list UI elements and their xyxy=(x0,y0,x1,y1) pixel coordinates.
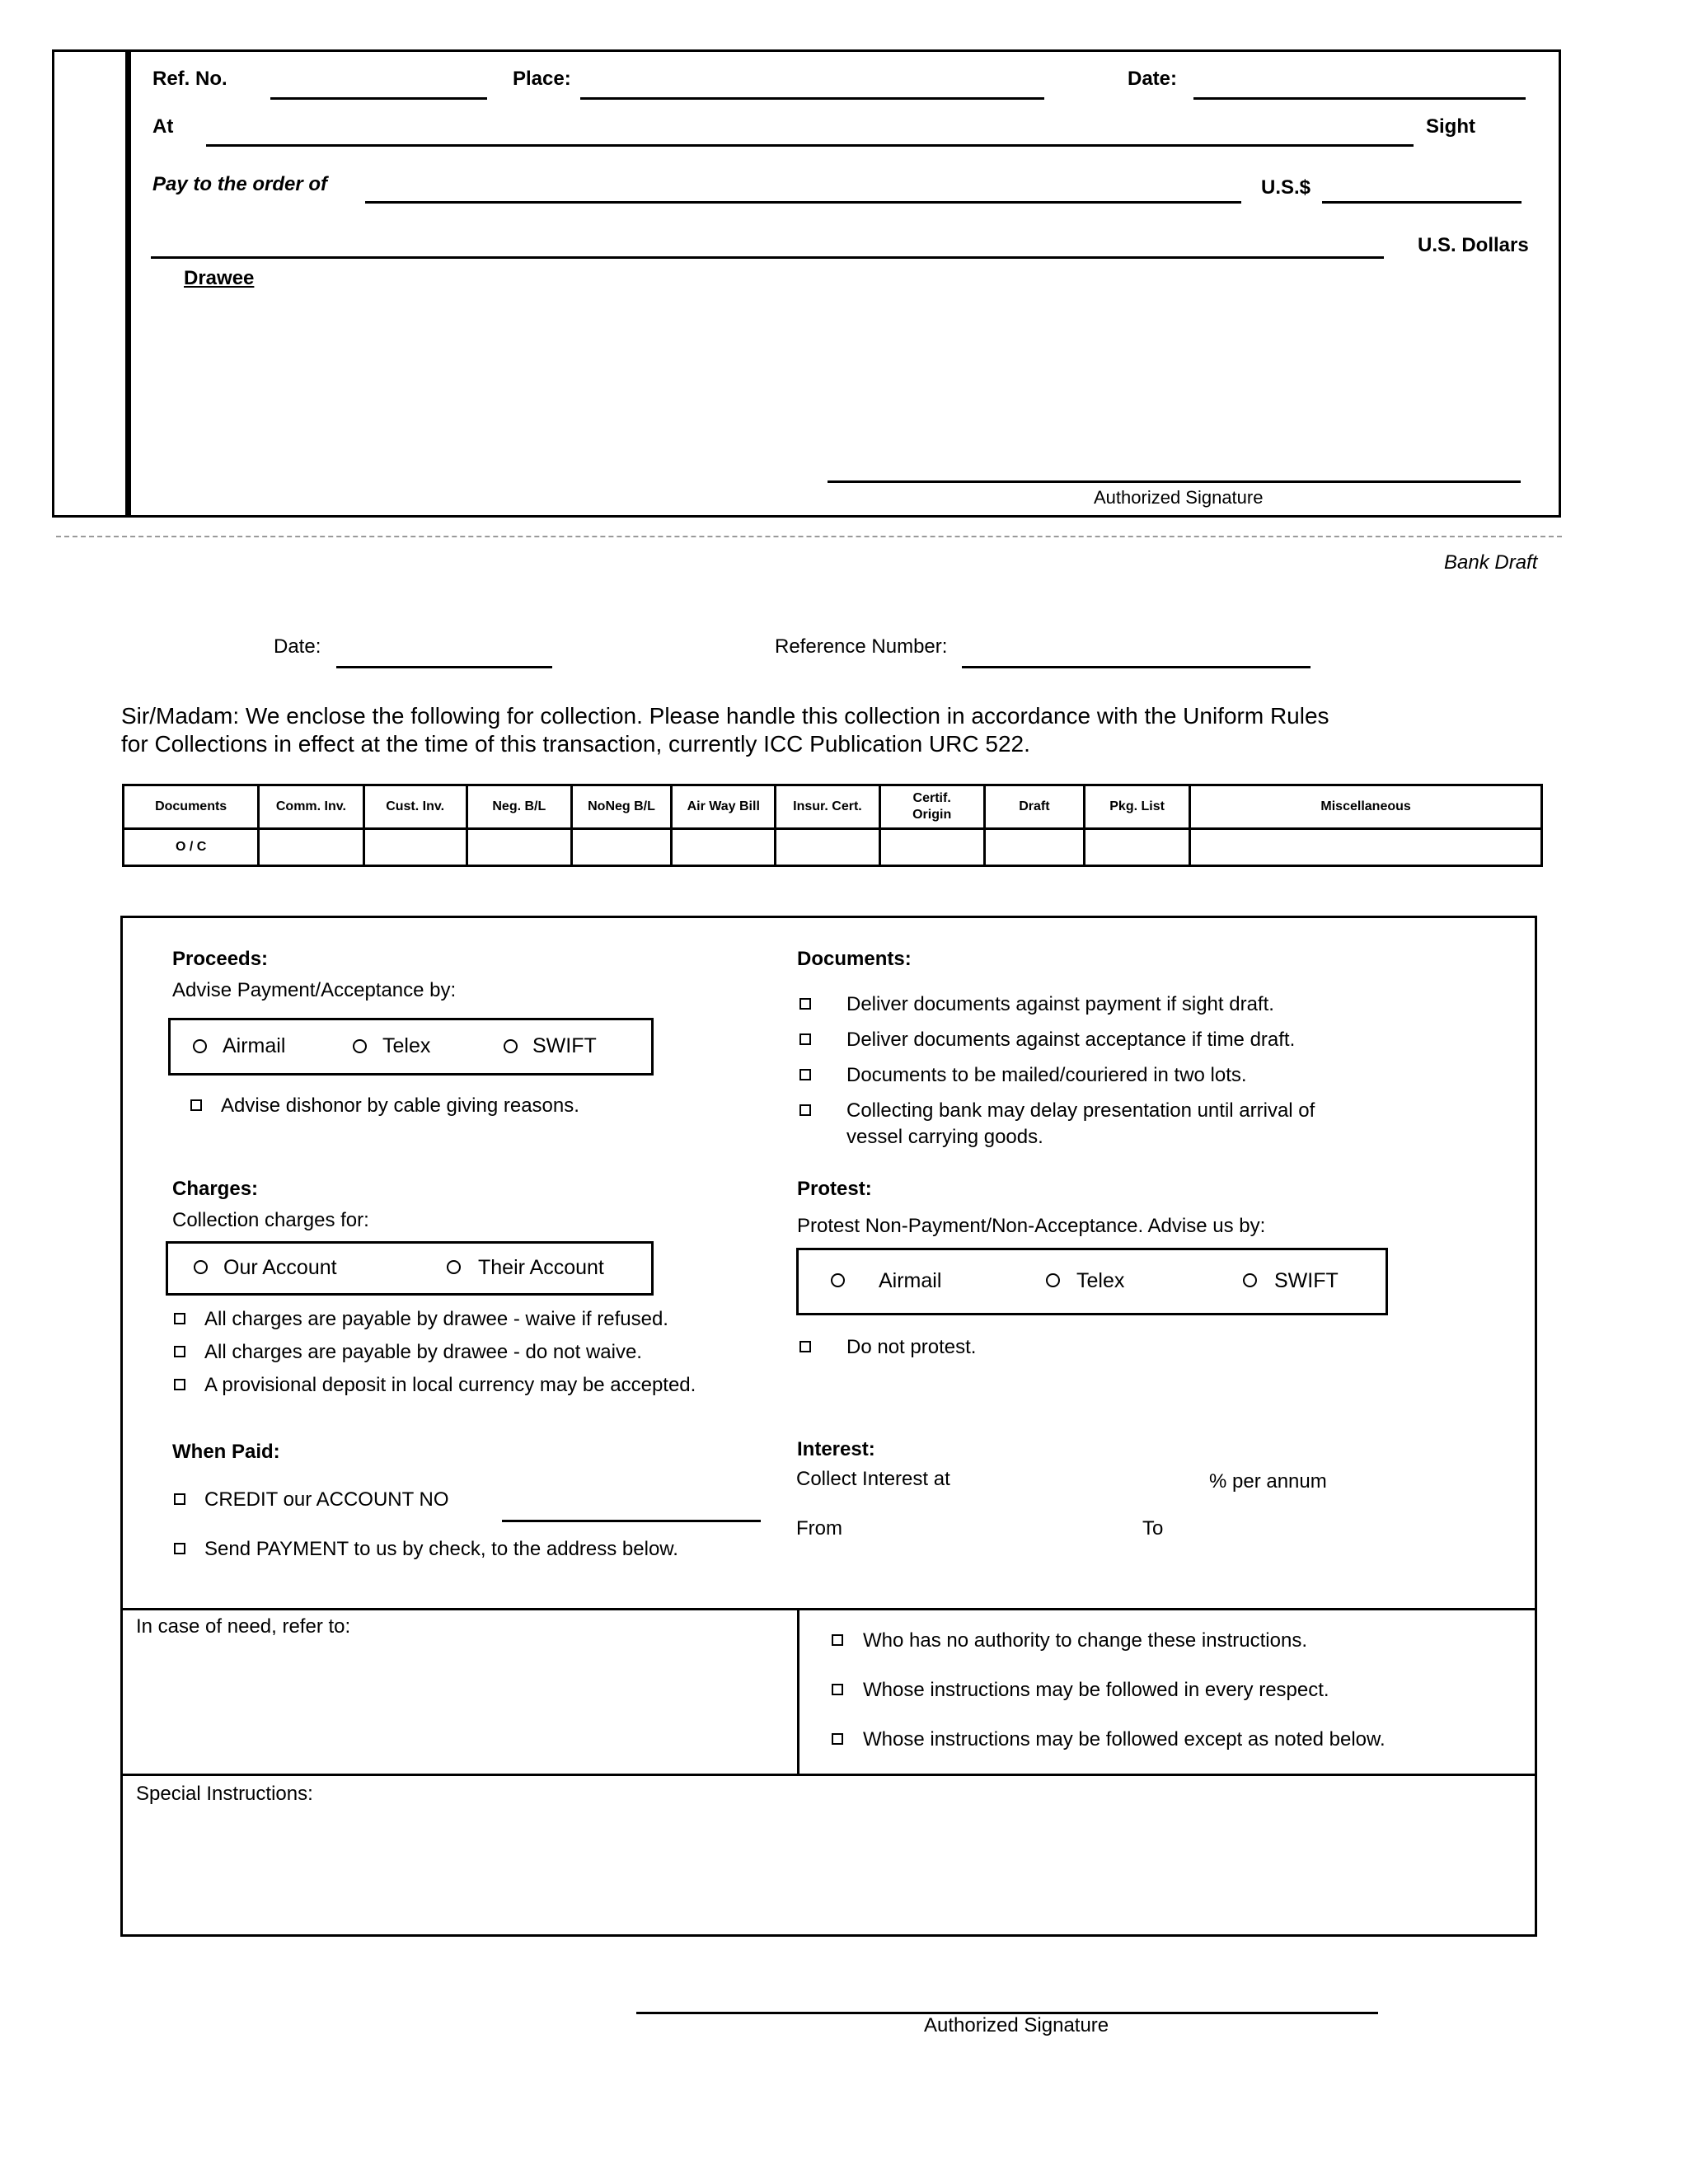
proceeds-telex-label: Telex xyxy=(382,1034,431,1057)
need-item-2: Whose instructions may be followed in every respect. xyxy=(863,1679,1329,1701)
do-not-protest-label: Do not protest. xyxy=(846,1336,977,1358)
cell-neg-bl[interactable] xyxy=(467,829,571,866)
per-annum-label: % per annum xyxy=(1209,1470,1327,1493)
proceeds-airmail-label: Airmail xyxy=(223,1034,286,1057)
intro-line-1: Sir/Madam: We enclose the following for collection. Please handle this collection in accordance with the Uniform Rules xyxy=(121,703,1329,729)
ref-no-field[interactable] xyxy=(270,97,487,100)
documents-title: Documents: xyxy=(797,948,912,970)
protest-telex-radio[interactable] xyxy=(1046,1273,1060,1287)
cell-draft[interactable] xyxy=(984,829,1084,866)
documents-item-2: Deliver documents against acceptance if time draft. xyxy=(846,1029,1296,1051)
charges-title: Charges: xyxy=(172,1178,259,1200)
credit-account-label: CREDIT our ACCOUNT NO xyxy=(204,1488,449,1511)
usd-label: U.S.$ xyxy=(1261,176,1311,199)
cell-cust-inv[interactable] xyxy=(363,829,467,866)
footer-signature-label: Authorized Signature xyxy=(924,2014,1109,2036)
documents-checkbox-3[interactable] xyxy=(799,1069,811,1080)
draft-date-field[interactable] xyxy=(1193,97,1526,100)
dishonor-checkbox[interactable] xyxy=(190,1099,202,1111)
our-account-label: Our Account xyxy=(223,1256,337,1279)
col-header-air-way-bill: Air Way Bill xyxy=(672,785,776,829)
charges-item-2: All charges are payable by drawee - do not waive. xyxy=(204,1341,642,1363)
send-payment-checkbox[interactable] xyxy=(174,1543,185,1554)
charges-checkbox-1[interactable] xyxy=(174,1313,185,1324)
usd-amount-field[interactable] xyxy=(1322,201,1522,204)
charges-item-1: All charges are payable by drawee - waive if refused. xyxy=(204,1308,668,1330)
col-header-noneg-bl: NoNeg B/L xyxy=(571,785,671,829)
cell-insur-cert[interactable] xyxy=(776,829,879,866)
documents-count-row xyxy=(124,829,1542,866)
from-label: From xyxy=(796,1517,842,1540)
charges-item-3: A provisional deposit in local currency may be accepted. xyxy=(204,1374,696,1396)
charges-subtitle: Collection charges for: xyxy=(172,1209,369,1231)
documents-item-4: Collecting bank may delay presentation until arrival of xyxy=(846,1099,1315,1122)
send-payment-label: Send PAYMENT to us by check, to the address below. xyxy=(204,1538,678,1560)
col-header-certif-origin: Certif. Origin xyxy=(879,785,984,829)
form-title: Bank Draft xyxy=(1444,551,1538,574)
reference-number-field[interactable] xyxy=(962,666,1311,668)
amount-words-field[interactable] xyxy=(151,256,1384,259)
perforation-line xyxy=(56,536,1562,537)
account-number-field[interactable] xyxy=(502,1520,761,1522)
pay-to-field[interactable] xyxy=(365,201,1241,204)
protest-title: Protest: xyxy=(797,1178,872,1200)
date-field[interactable] xyxy=(336,666,552,668)
draft-box xyxy=(52,49,1561,518)
interest-title: Interest: xyxy=(797,1438,875,1460)
cell-air-way-bill[interactable] xyxy=(672,829,776,866)
documents-table xyxy=(122,784,1543,867)
need-vertical-divider xyxy=(797,1608,799,1775)
documents-item-1: Deliver documents against payment if sight draft. xyxy=(846,993,1274,1015)
cell-noneg-bl[interactable] xyxy=(571,829,671,866)
sight-label: Sight xyxy=(1426,115,1475,138)
documents-checkbox-2[interactable] xyxy=(799,1033,811,1045)
documents-checkbox-1[interactable] xyxy=(799,998,811,1010)
draft-date-label: Date: xyxy=(1128,68,1178,90)
need-item-3: Whose instructions may be followed except as noted below. xyxy=(863,1728,1386,1750)
cell-certif-origin[interactable] xyxy=(879,829,984,866)
draft-signature-line[interactable] xyxy=(828,480,1521,483)
do-not-protest-checkbox[interactable] xyxy=(799,1341,811,1352)
at-label: At xyxy=(152,115,174,138)
col-header-draft: Draft xyxy=(984,785,1084,829)
their-account-label: Their Account xyxy=(478,1256,604,1279)
protest-airmail-radio[interactable] xyxy=(831,1273,845,1287)
need-item-1: Who has no authority to change these instructions. xyxy=(863,1629,1307,1652)
place-field[interactable] xyxy=(580,97,1044,100)
col-header-documents: Documents xyxy=(124,785,259,829)
col-header-neg-bl: Neg. B/L xyxy=(467,785,571,829)
protest-swift-label: SWIFT xyxy=(1274,1269,1339,1292)
case-of-need-label: In case of need, refer to: xyxy=(136,1615,351,1638)
proceeds-swift-label: SWIFT xyxy=(532,1034,597,1057)
us-dollars-label: U.S. Dollars xyxy=(1418,234,1529,256)
col-header-insur-cert: Insur. Cert. xyxy=(776,785,879,829)
draft-stub-divider xyxy=(125,49,131,518)
need-checkbox-2[interactable] xyxy=(832,1684,843,1695)
proceeds-telex-radio[interactable] xyxy=(353,1039,367,1053)
col-header-cust-inv: Cust. Inv. xyxy=(363,785,467,829)
place-label: Place: xyxy=(513,68,571,90)
dishonor-label: Advise dishonor by cable giving reasons. xyxy=(221,1094,579,1117)
credit-account-checkbox[interactable] xyxy=(174,1493,185,1505)
reference-number-label: Reference Number: xyxy=(775,635,948,658)
drawee-label: Drawee xyxy=(184,267,255,289)
special-instructions-label: Special Instructions: xyxy=(136,1783,313,1805)
draft-signature-label: Authorized Signature xyxy=(1094,487,1264,508)
proceeds-subtitle: Advise Payment/Acceptance by: xyxy=(172,979,457,1001)
cell-comm-inv[interactable] xyxy=(259,829,363,866)
pay-to-label: Pay to the order of xyxy=(152,173,328,195)
proceeds-airmail-radio[interactable] xyxy=(193,1039,207,1053)
row-label-oc: O / C xyxy=(124,829,259,866)
documents-item-4-line2: vessel carrying goods. xyxy=(846,1126,1043,1148)
special-top-divider xyxy=(120,1774,1537,1776)
protest-subtitle: Protest Non-Payment/Non-Acceptance. Advise us by: xyxy=(797,1215,1266,1237)
col-header-pkg-list: Pkg. List xyxy=(1084,785,1189,829)
collect-interest-label: Collect Interest at xyxy=(796,1468,950,1490)
cell-pkg-list[interactable] xyxy=(1084,829,1189,866)
cell-miscellaneous[interactable] xyxy=(1190,829,1542,866)
ref-no-label: Ref. No. xyxy=(152,68,227,90)
documents-checkbox-4[interactable] xyxy=(799,1104,811,1116)
documents-header-row xyxy=(124,785,1542,829)
protest-airmail-label: Airmail xyxy=(879,1269,942,1292)
intro-line-2: for Collections in effect at the time of this transaction, currently ICC Publication URC 522. xyxy=(121,731,1030,757)
col-header-comm-inv: Comm. Inv. xyxy=(259,785,363,829)
date-label: Date: xyxy=(274,635,321,658)
proceeds-title: Proceeds: xyxy=(172,948,269,970)
our-account-radio[interactable] xyxy=(194,1260,208,1274)
need-checkbox-3[interactable] xyxy=(832,1733,843,1745)
col-header-miscellaneous: Miscellaneous xyxy=(1190,785,1542,829)
protest-telex-label: Telex xyxy=(1076,1269,1125,1292)
special-instructions-area[interactable] xyxy=(132,1813,1525,1929)
need-top-divider xyxy=(120,1608,1537,1610)
when-paid-title: When Paid: xyxy=(172,1441,280,1463)
need-checkbox-1[interactable] xyxy=(832,1634,843,1646)
charges-checkbox-2[interactable] xyxy=(174,1346,185,1357)
proceeds-swift-radio[interactable] xyxy=(504,1039,518,1053)
charges-checkbox-3[interactable] xyxy=(174,1379,185,1390)
their-account-radio[interactable] xyxy=(447,1260,461,1274)
at-field[interactable] xyxy=(206,144,1414,147)
documents-item-3: Documents to be mailed/couriered in two lots. xyxy=(846,1064,1247,1086)
protest-swift-radio[interactable] xyxy=(1243,1273,1257,1287)
to-label: To xyxy=(1142,1517,1164,1540)
